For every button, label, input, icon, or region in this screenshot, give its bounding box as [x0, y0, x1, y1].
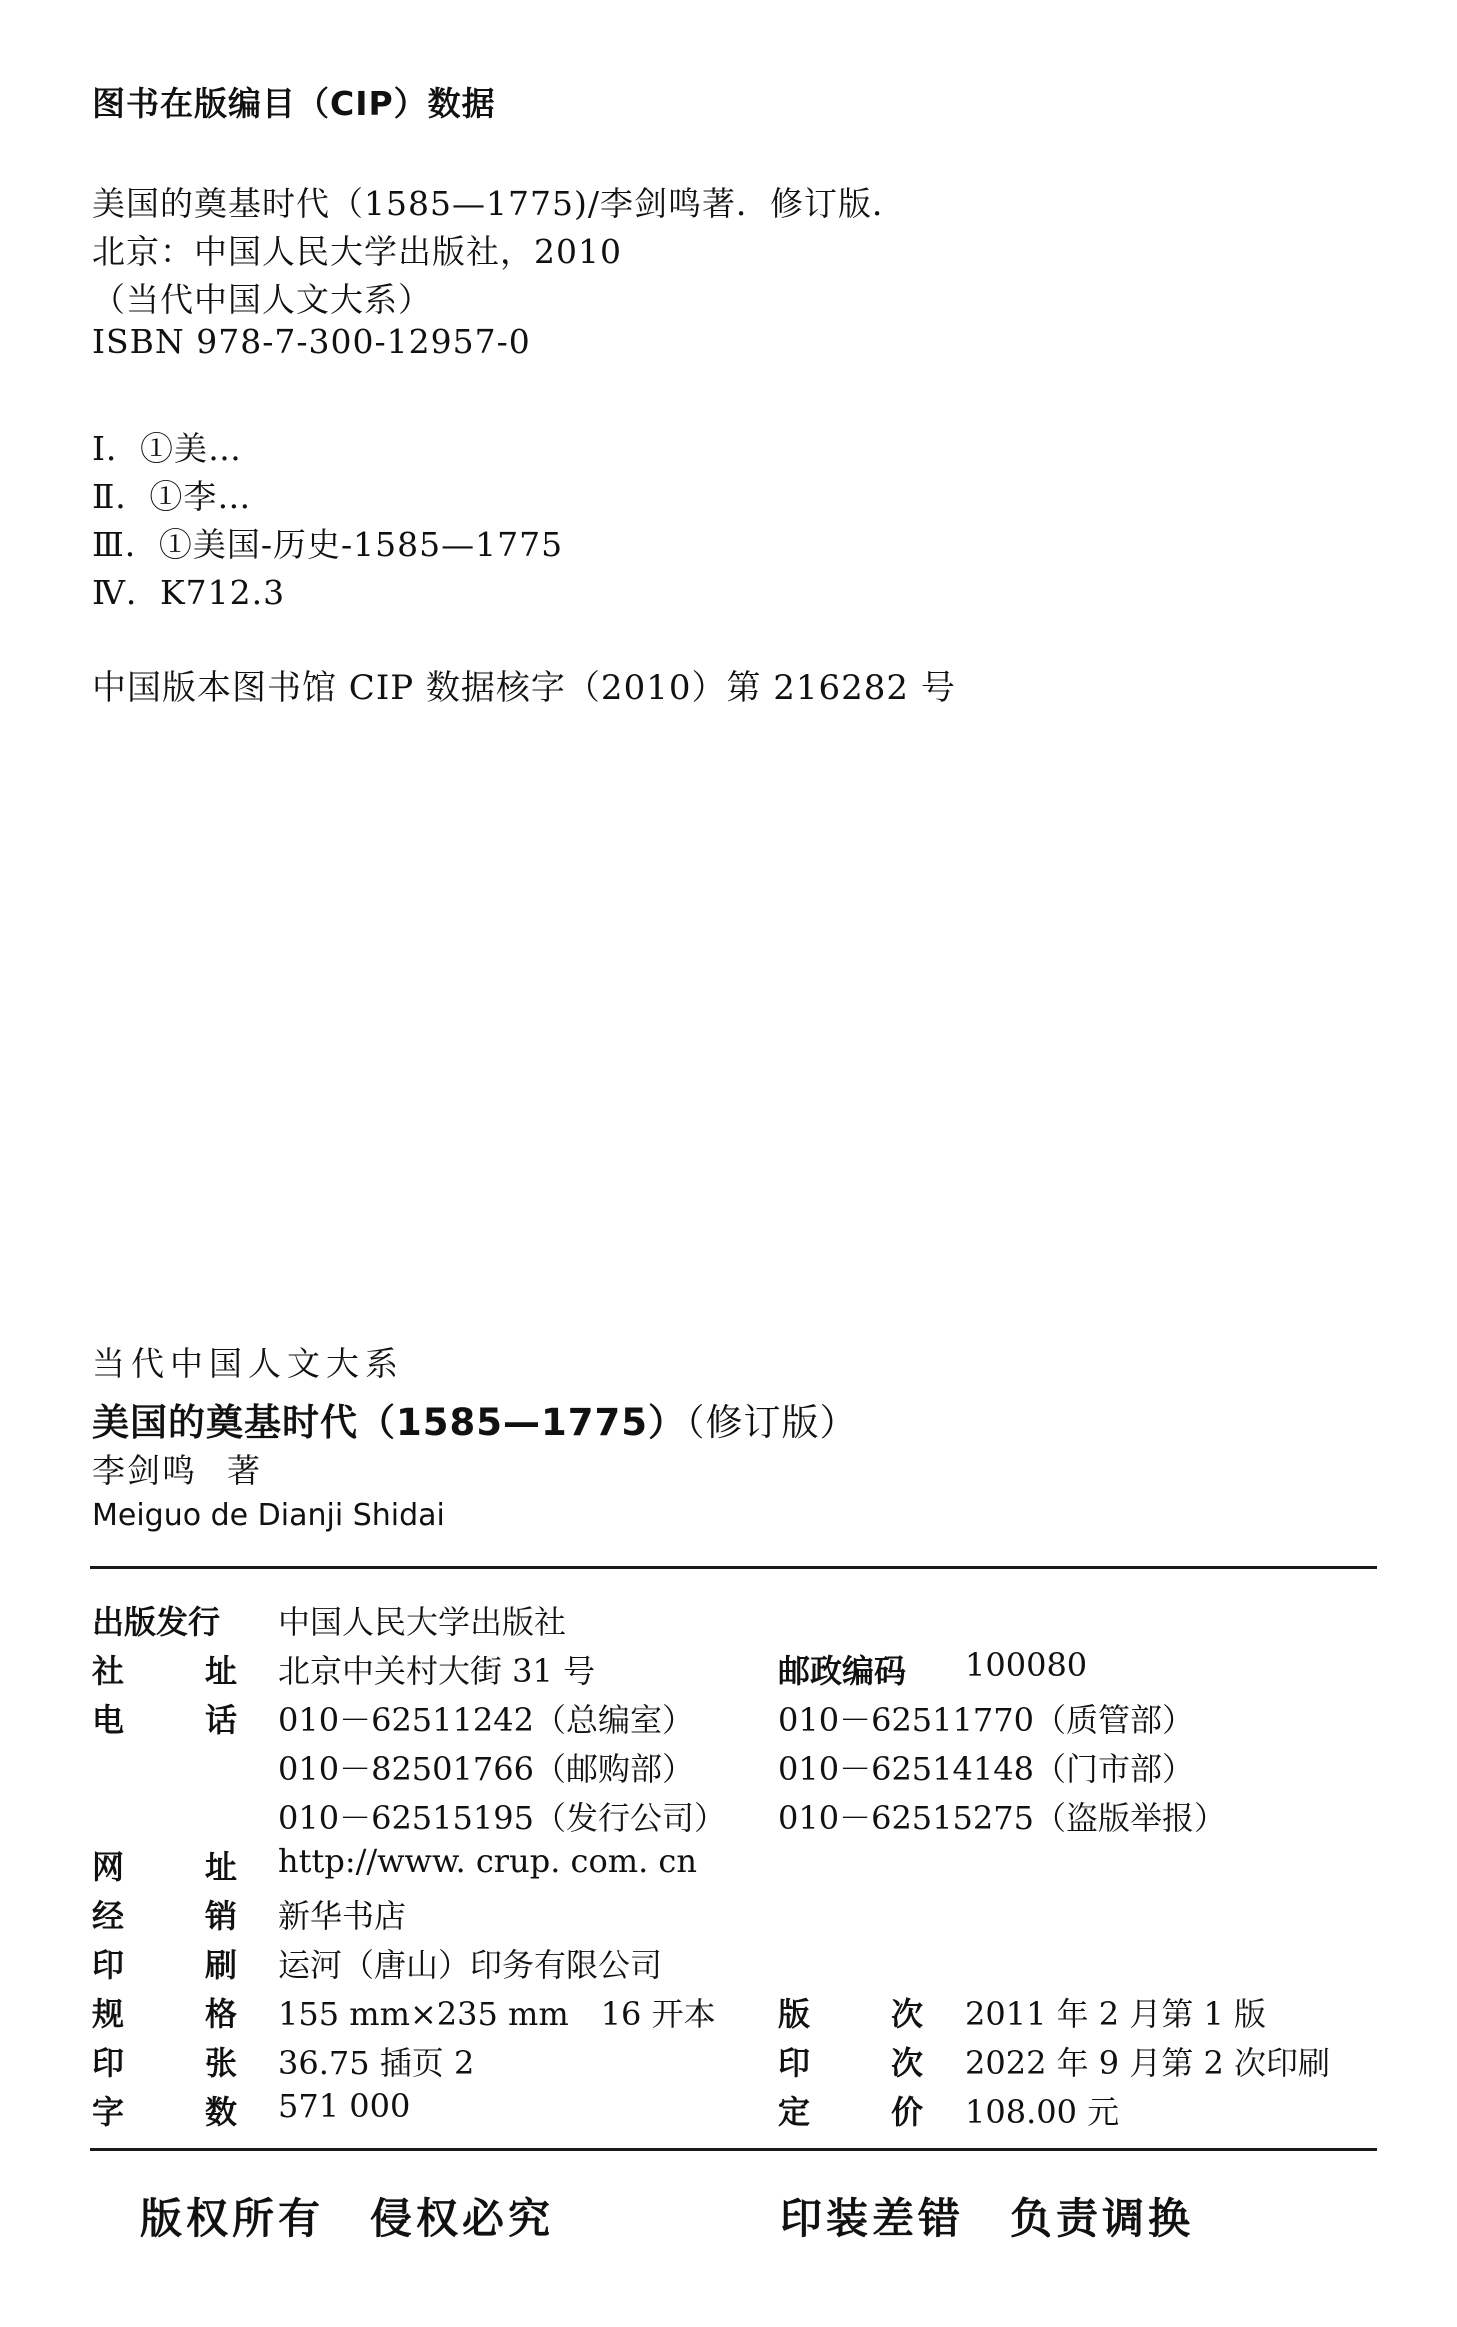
cip-series-line: （当代中国人文大系） — [92, 280, 432, 319]
label-edition: 版 次 — [778, 1995, 923, 2033]
cip-title-line: 美国的奠基时代（1585—1775)/李剑鸣著．修订版． — [92, 184, 906, 223]
value-distributor: 新华书店 — [278, 1897, 407, 1935]
label-publisher: 出版发行 — [92, 1603, 221, 1641]
book-pinyin-title: Meiguo de Dianji Shidai — [92, 1498, 445, 1533]
value-phone-1: 010－62511242（总编室） — [278, 1701, 694, 1739]
cip-verification-number: 中国版本图书馆 CIP 数据核字（2010）第 216282 号 — [92, 668, 956, 708]
label-format: 规 格 — [92, 1995, 237, 2033]
book-series: 当代中国人文大系 — [92, 1344, 404, 1383]
cip-subject-3: Ⅲ．①美国-历史-1585—1775 — [92, 525, 564, 564]
cip-publisher-line: 北京：中国人民大学出版社，2010 — [92, 232, 622, 271]
value-address: 北京中关村大街 31 号 — [278, 1652, 596, 1690]
label-distributor: 经 销 — [92, 1897, 237, 1935]
divider-top — [90, 1566, 1377, 1569]
cip-heading: 图书在版编目（CIP）数据 — [92, 84, 496, 123]
value-printer: 运河（唐山）印务有限公司 — [278, 1946, 663, 1984]
label-phone: 电 话 — [92, 1701, 237, 1739]
value-phone-4: 010－62514148（门市部） — [778, 1750, 1194, 1788]
value-edition: 2011 年 2 月第 1 版 — [965, 1995, 1267, 2033]
book-author — [92, 1445, 262, 1492]
value-sheets: 36.75 插页 2 — [278, 2044, 475, 2082]
label-price: 定 价 — [778, 2093, 923, 2131]
label-address: 社 址 — [92, 1652, 237, 1690]
copyright-slogan: 版权所有 侵权必究 — [140, 2194, 555, 2243]
value-phone-6: 010－62515275（盗版举报） — [778, 1799, 1226, 1837]
value-printing: 2022 年 9 月第 2 次印刷 — [965, 2044, 1331, 2082]
label-words: 字 数 — [92, 2093, 237, 2131]
cip-subject-4: Ⅳ．K712.3 — [92, 573, 286, 612]
book-title-main: 美国的奠基时代（1585—1775） — [92, 1401, 686, 1444]
value-phone-5: 010－62515195（发行公司） — [278, 1799, 726, 1837]
value-words: 571 000 — [278, 2087, 411, 2125]
author-name: 李剑鸣 — [92, 1451, 197, 1490]
label-printing: 印 次 — [778, 2044, 923, 2082]
author-role: 著 — [227, 1451, 262, 1490]
value-format: 155 mm×235 mm 16 开本 — [278, 1995, 716, 2033]
value-phone-3: 010－82501766（邮购部） — [278, 1750, 694, 1788]
value-website[interactable]: http://www. crup. com. cn — [278, 1842, 697, 1880]
cip-subject-2: Ⅱ．①李… — [92, 477, 252, 516]
cip-subject-1: Ⅰ．①美… — [92, 429, 243, 468]
value-phone-2: 010－62511770（质管部） — [778, 1701, 1194, 1739]
cip-isbn-line: ISBN 978-7-300-12957-0 — [92, 322, 531, 361]
value-postcode: 100080 — [965, 1646, 1088, 1684]
label-postcode: 邮政编码 — [778, 1652, 907, 1690]
value-publisher: 中国人民大学出版社 — [278, 1603, 567, 1641]
label-printer: 印 刷 — [92, 1946, 237, 1984]
divider-bottom — [90, 2148, 1377, 2151]
value-price: 108.00 元 — [965, 2093, 1120, 2131]
book-title-edition: （修订版） — [685, 1401, 858, 1444]
replacement-slogan: 印装差错 负责调换 — [780, 2194, 1195, 2243]
label-website: 网 址 — [92, 1848, 237, 1886]
label-sheets: 印 张 — [92, 2044, 237, 2082]
book-title — [92, 1392, 857, 1446]
